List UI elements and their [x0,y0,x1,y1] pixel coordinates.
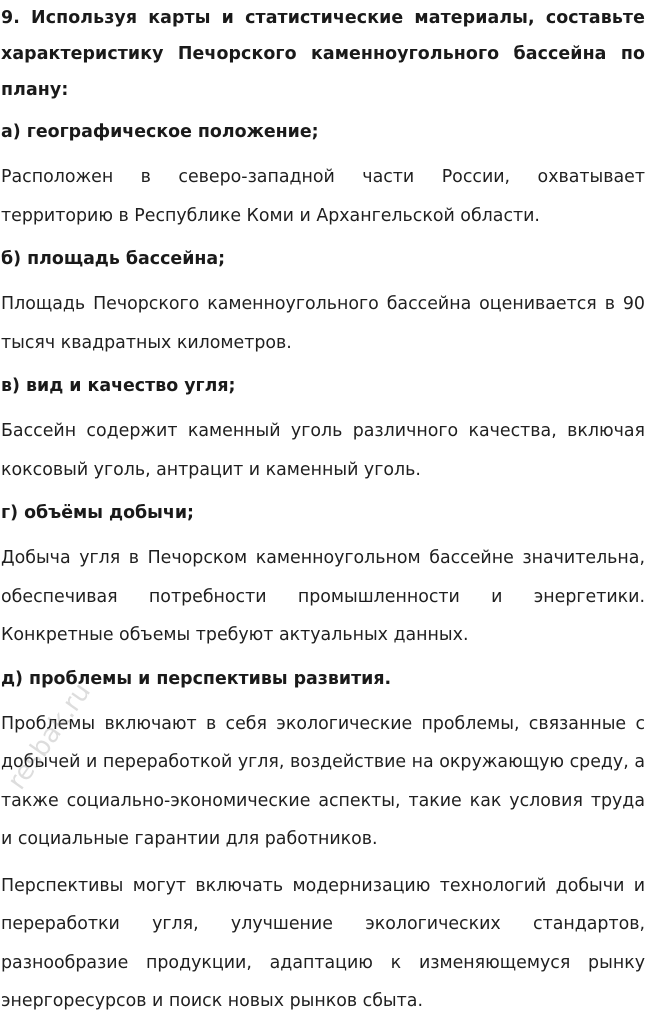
section-coal-type [1,368,645,489]
section-area [1,241,645,362]
section-production-volume [1,495,645,655]
section-heading: а) географическое положение; [1,122,319,142]
section-paragraph: Перспективы могут включать модернизацию технологий добычи и переработки угля, улучшение экологических стандартов, разнообразие продукции, адаптацию к изменяющемуся рынку энергоресурсов и поиск новых рынков сбыта. [1,875,645,1011]
section-heading: б) площадь бассейна; [1,249,226,269]
task-statement: 9. Используя карты и статистические материалы, составьте характеристику Печорского каменноугольного бассейна по плану: [1,8,645,100]
section-paragraph: Проблемы включают в себя экологические проблемы, связанные с добычей и переработкой угля, воздействие на окружающую среду, а также социально-экономические аспекты, такие как условия труда и социальные гарантии для работников. [1,713,645,849]
section-heading: г) объёмы добычи; [1,503,194,523]
section-paragraph: Добыча угля в Печорском каменноугольном бассейне значительна, обеспечивая потребности промышленности и энергетики. Конкретные объемы требуют актуальных данных. [1,548,645,645]
section-heading: в) вид и качество угля; [1,376,236,396]
section-paragraph: Площадь Печорского каменноугольного бассейна оценивается в 90 тысяч квадратных километров. [1,294,645,353]
watermark: resbak.ru [2,677,97,796]
section-heading: д) проблемы и перспективы развития. [1,668,392,689]
section-paragraph: Бассейн содержит каменный уголь различного качества, включая коксовый уголь, антрацит и каменный уголь. [1,421,645,480]
section-problems-prospects [1,661,645,1021]
section-geography [1,114,645,235]
section-paragraph: Расположен в северо-западной части России, охватывает территорию в Республике Коми и Архангельской области. [1,167,645,226]
